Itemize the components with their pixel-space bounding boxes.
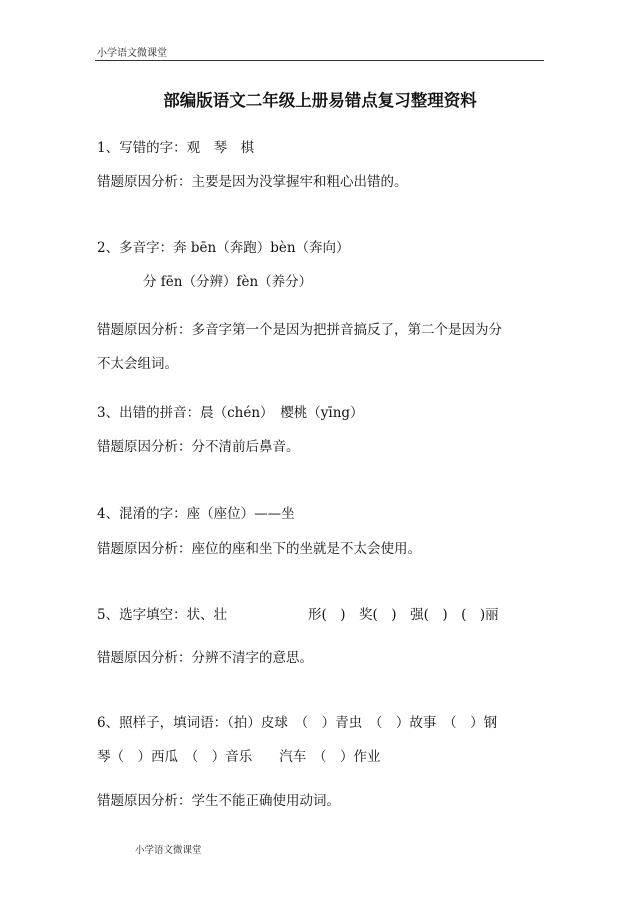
page-title: 部编版语文二年级上册易错点复习整理资料 [163, 91, 477, 110]
item-2-question-line2: 分 fēn（分辨）fèn（养分） [143, 274, 313, 290]
page-header: 小学语文微课堂 [97, 48, 167, 59]
item-6-question: 6、照样子，填词语：（拍）皮球 （ ）青虫 （ ）故事 （ ）钢 [97, 715, 498, 731]
item-5-reason: 错题原因分析：分辨不清字的意思。 [97, 650, 313, 666]
page-footer: 小学语文微课堂 [135, 845, 202, 856]
item-5-blanks: 形( ) 奖( ) 强( ) ( )丽 [308, 607, 499, 623]
item-6-reason: 错题原因分析：学生不能正确使用动词。 [97, 793, 340, 809]
item-4-reason: 错题原因分析：座位的座和坐下的坐就是不太会使用。 [97, 541, 421, 557]
item-3-reason: 错题原因分析：分不清前后鼻音。 [97, 439, 300, 455]
item-2-reason: 错题原因分析：多音字第一个是因为把拼音搞反了，第二个是因为分 [97, 322, 502, 338]
item-1-question: 1、写错的字：观 琴 棋 [97, 140, 255, 156]
item-4-question: 4、混淆的字：座（座位）——坐 [97, 506, 295, 522]
item-5-question: 5、选字填空：状、壮 [97, 607, 228, 623]
item-2-reason-line2: 不太会组词。 [97, 356, 178, 372]
item-3-question: 3、出错的拼音：晨（chén） 樱桃（yīng） [97, 405, 364, 421]
item-2-question: 2、多音字：奔 bēn（奔跑）bèn（奔向） [97, 240, 350, 256]
item-1-reason: 错题原因分析：主要是因为没掌握牢和粗心出错的。 [97, 174, 408, 190]
header-divider [95, 60, 544, 61]
item-6-question-line2: 琴（ ）西瓜 （ ）音乐 汽车 （ ）作业 [97, 749, 381, 765]
